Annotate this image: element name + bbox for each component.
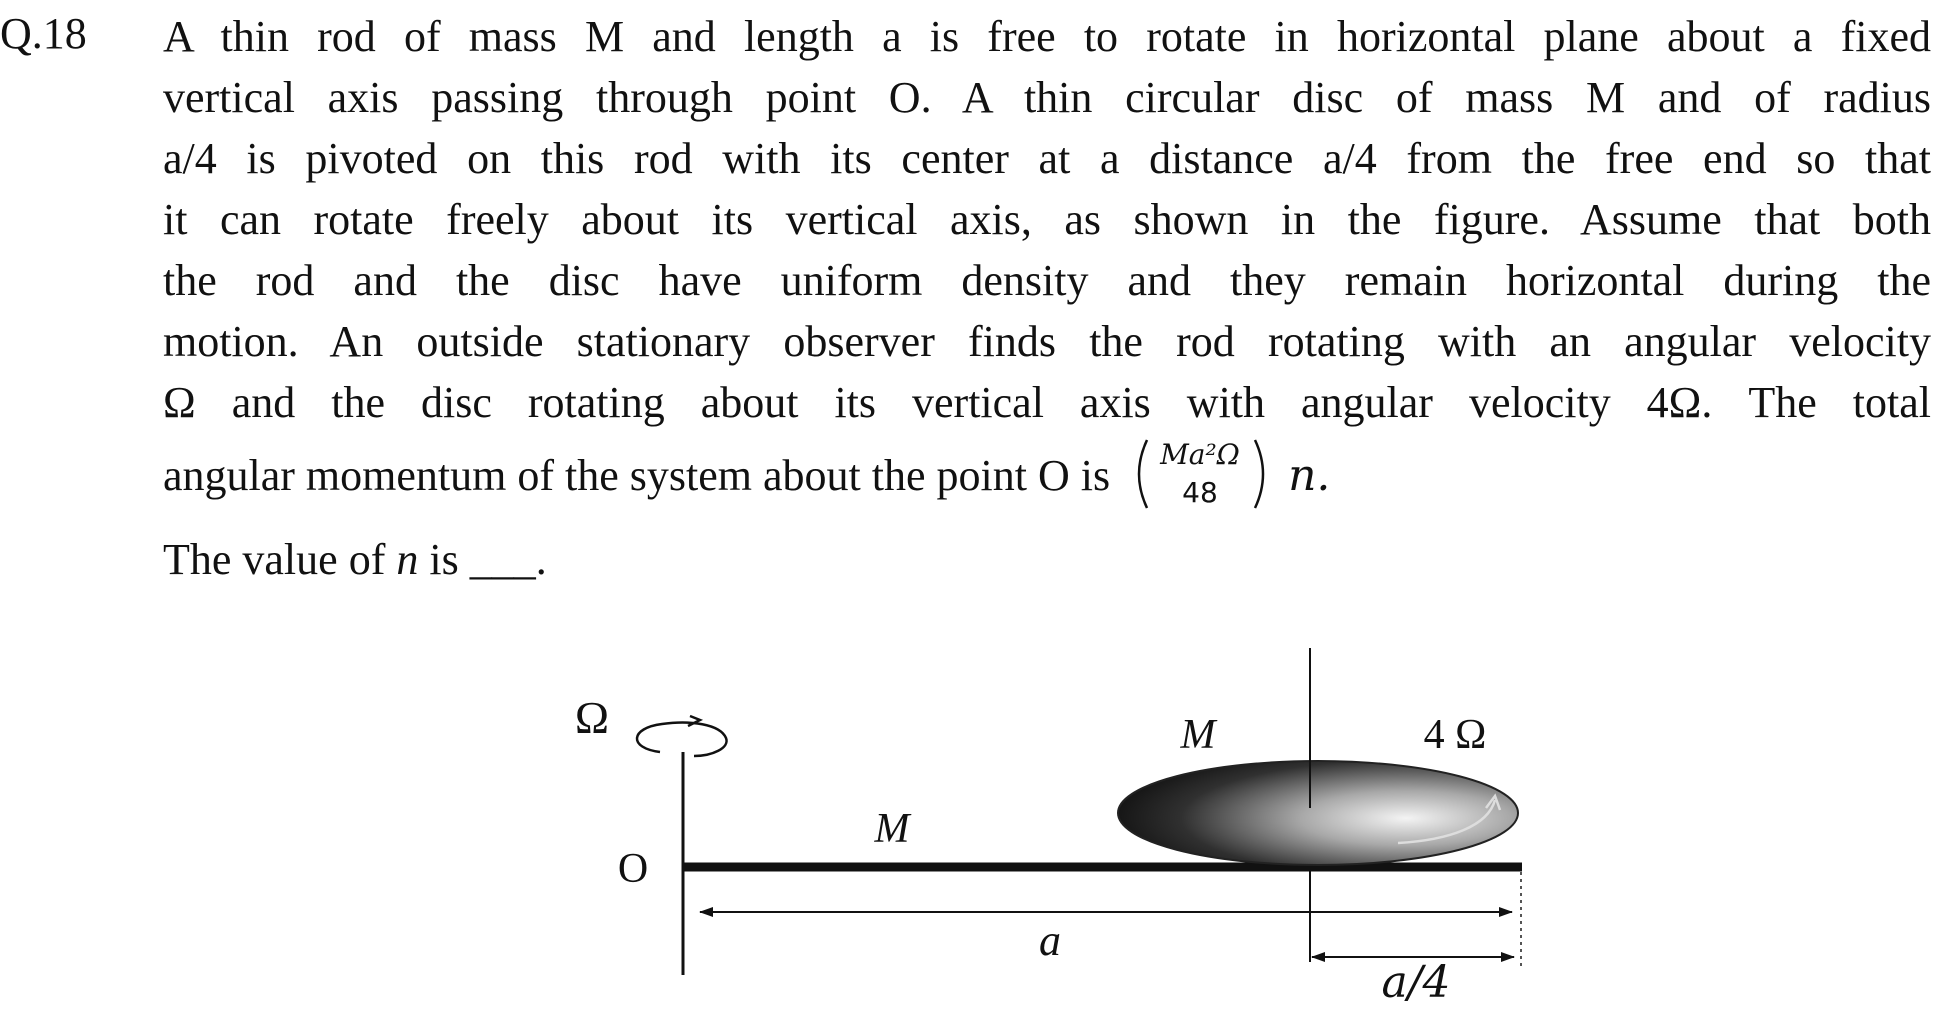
disc-mass-label: M	[1180, 712, 1216, 758]
rod-mass-label: M	[874, 806, 910, 852]
question-line-5: the rod and the disc have uniform density and they remain horizontal during the	[163, 256, 1931, 305]
length-label: a	[1039, 916, 1061, 965]
question-line-6: motion. An outside stationary observer finds the rod rotating with an angular velocity	[163, 317, 1931, 366]
answer-blank[interactable]: ___	[469, 535, 536, 584]
fraction-numerator: Ma²Ω	[1160, 438, 1240, 471]
momentum-suffix: n.	[1288, 450, 1331, 501]
value-variable: n	[396, 535, 419, 584]
omega-label: Ω	[574, 692, 610, 743]
value-end: .	[535, 535, 547, 584]
question-line-7: Ω and the disc rotating about its vertical axis with angular velocity 4Ω. The total	[163, 378, 1931, 427]
question-line-3: a/4 is pivoted on this rod with its center at a distance a/4 from the free end so that	[163, 134, 1931, 183]
offset-label: a/4	[1381, 957, 1451, 1008]
disc-omega-label: 4 Ω	[1423, 712, 1487, 758]
question-line-1: A thin rod of mass M and length a is free to rotate in horizontal plane about a fixed	[163, 12, 1931, 61]
momentum-prefix: angular momentum of the system about the point O is	[163, 451, 1111, 500]
value-prefix: The value of	[163, 535, 386, 584]
question-line-2: vertical axis passing through point O. A thin circular disc of mass M and of radius	[163, 73, 1931, 122]
omega-rotation-arrow	[637, 723, 727, 756]
disc	[1118, 761, 1518, 865]
pivot-label: O	[617, 846, 649, 892]
question-number: Q.18	[0, 9, 87, 58]
value-mid: is	[429, 535, 459, 584]
question-line-4: it can rotate freely about its vertical axis, as shown in the figure. Assume that both	[163, 195, 1931, 244]
fraction-denominator: 48	[1182, 476, 1218, 509]
